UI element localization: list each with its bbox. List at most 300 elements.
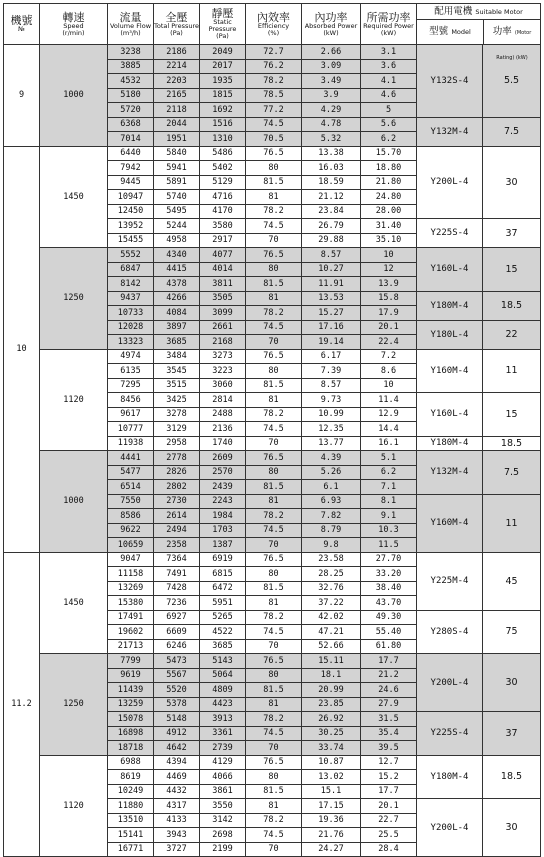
required-power-cell: 8.6: [361, 364, 417, 379]
motor-model-cell: Y225S-4: [417, 712, 483, 756]
total-pressure-cell: 4317: [154, 799, 200, 814]
required-power-cell: 10: [361, 378, 417, 393]
motor-model-cell: Y132M-4: [417, 117, 483, 146]
total-pressure-cell: 2730: [154, 494, 200, 509]
absorbed-power-cell: 24.27: [302, 842, 361, 857]
static-pressure-cell: 2917: [200, 233, 246, 248]
absorbed-power-cell: 21.76: [302, 828, 361, 843]
absorbed-power-cell: 26.92: [302, 712, 361, 727]
flow-cell: 13510: [108, 813, 154, 828]
flow-cell: 11439: [108, 683, 154, 698]
required-power-cell: 12.9: [361, 407, 417, 422]
required-power-cell: 12.7: [361, 755, 417, 770]
flow-cell: 6514: [108, 480, 154, 495]
flow-cell: 7014: [108, 132, 154, 147]
header-motor-power: 功率 (Motor Rating) (kW): [492, 26, 532, 61]
motor-power-cell: 37: [483, 712, 541, 756]
required-power-cell: 35.10: [361, 233, 417, 248]
static-pressure-cell: 3913: [200, 712, 246, 727]
static-pressure-cell: 2243: [200, 494, 246, 509]
absorbed-power-cell: 3.49: [302, 74, 361, 89]
required-power-cell: 15.2: [361, 770, 417, 785]
machine-number-cell: 11.2: [4, 552, 40, 857]
flow-cell: 7295: [108, 378, 154, 393]
flow-cell: 10777: [108, 422, 154, 437]
efficiency-cell: 74.5: [246, 117, 302, 132]
static-pressure-cell: 4522: [200, 625, 246, 640]
absorbed-power-cell: 16.03: [302, 161, 361, 176]
static-pressure-cell: 3060: [200, 378, 246, 393]
efficiency-cell: 76.2: [246, 59, 302, 74]
total-pressure-cell: 2118: [154, 103, 200, 118]
flow-cell: 8619: [108, 770, 154, 785]
required-power-cell: 4.6: [361, 88, 417, 103]
absorbed-power-cell: 23.58: [302, 552, 361, 567]
required-power-cell: 13.9: [361, 277, 417, 292]
total-pressure-cell: 4340: [154, 248, 200, 263]
total-pressure-cell: 2802: [154, 480, 200, 495]
required-power-cell: 16.1: [361, 436, 417, 451]
total-pressure-cell: 5941: [154, 161, 200, 176]
flow-cell: 8142: [108, 277, 154, 292]
motor-model-cell: Y280S-4: [417, 610, 483, 654]
efficiency-cell: 81: [246, 291, 302, 306]
absorbed-power-cell: 7.39: [302, 364, 361, 379]
absorbed-power-cell: 2.66: [302, 45, 361, 60]
flow-cell: 18718: [108, 741, 154, 756]
total-pressure-cell: 5840: [154, 146, 200, 161]
efficiency-cell: 81.5: [246, 175, 302, 190]
motor-power-cell: 75: [483, 610, 541, 654]
required-power-cell: 7.1: [361, 480, 417, 495]
total-pressure-cell: 2614: [154, 509, 200, 524]
total-pressure-cell: 2214: [154, 59, 200, 74]
efficiency-cell: 80: [246, 262, 302, 277]
total-pressure-cell: 7236: [154, 596, 200, 611]
efficiency-cell: 74.5: [246, 219, 302, 234]
required-power-cell: 31.40: [361, 219, 417, 234]
efficiency-cell: 70: [246, 436, 302, 451]
flow-cell: 4532: [108, 74, 154, 89]
total-pressure-cell: 2826: [154, 465, 200, 480]
motor-power-cell: 30: [483, 654, 541, 712]
motor-power-cell: 7.5: [483, 451, 541, 495]
total-pressure-cell: 7428: [154, 581, 200, 596]
required-power-cell: 9.1: [361, 509, 417, 524]
absorbed-power-cell: 8.57: [302, 248, 361, 263]
flow-cell: 5552: [108, 248, 154, 263]
static-pressure-cell: 3811: [200, 277, 246, 292]
absorbed-power-cell: 13.77: [302, 436, 361, 451]
efficiency-cell: 74.5: [246, 828, 302, 843]
static-pressure-cell: 2739: [200, 741, 246, 756]
speed-cell: 1000: [40, 451, 108, 553]
required-power-cell: 39.5: [361, 741, 417, 756]
absorbed-power-cell: 6.1: [302, 480, 361, 495]
table-row: [4, 755, 541, 770]
static-pressure-cell: 1387: [200, 538, 246, 553]
total-pressure-cell: 5148: [154, 712, 200, 727]
absorbed-power-cell: 28.25: [302, 567, 361, 582]
efficiency-cell: 70: [246, 538, 302, 553]
total-pressure-cell: 3278: [154, 407, 200, 422]
required-power-cell: 17.7: [361, 784, 417, 799]
total-pressure-cell: 5567: [154, 668, 200, 683]
motor-power-cell: 30: [483, 799, 541, 857]
speed-cell: 1250: [40, 248, 108, 350]
absorbed-power-cell: 17.15: [302, 799, 361, 814]
flow-cell: 9622: [108, 523, 154, 538]
static-pressure-cell: 3505: [200, 291, 246, 306]
static-pressure-cell: 3273: [200, 349, 246, 364]
absorbed-power-cell: 13.38: [302, 146, 361, 161]
flow-cell: 8586: [108, 509, 154, 524]
flow-cell: 6988: [108, 755, 154, 770]
required-power-cell: 31.5: [361, 712, 417, 727]
required-power-cell: 20.1: [361, 320, 417, 335]
static-pressure-cell: 2199: [200, 842, 246, 857]
required-power-cell: 55.40: [361, 625, 417, 640]
speed-cell: 1450: [40, 552, 108, 654]
static-pressure-cell: 2439: [200, 480, 246, 495]
static-pressure-cell: 3223: [200, 364, 246, 379]
required-power-cell: 28.4: [361, 842, 417, 857]
absorbed-power-cell: 33.74: [302, 741, 361, 756]
flow-cell: 15141: [108, 828, 154, 843]
flow-cell: 10249: [108, 784, 154, 799]
required-power-cell: 10.3: [361, 523, 417, 538]
motor-model-cell: Y200L-4: [417, 146, 483, 219]
flow-cell: 9445: [108, 175, 154, 190]
efficiency-cell: 74.5: [246, 523, 302, 538]
required-power-cell: 61.80: [361, 639, 417, 654]
efficiency-cell: 70: [246, 335, 302, 350]
flow-cell: 13259: [108, 697, 154, 712]
required-power-cell: 10: [361, 248, 417, 263]
efficiency-cell: 78.2: [246, 610, 302, 625]
flow-cell: 6135: [108, 364, 154, 379]
efficiency-cell: 81: [246, 393, 302, 408]
table-row: [4, 451, 541, 466]
header-volume-flow: 流量 Volume Flow (m³/h): [108, 4, 154, 45]
efficiency-cell: 70: [246, 639, 302, 654]
efficiency-cell: 74.5: [246, 320, 302, 335]
absorbed-power-cell: 12.35: [302, 422, 361, 437]
motor-model-cell: Y160L-4: [417, 248, 483, 292]
static-pressure-cell: 3361: [200, 726, 246, 741]
required-power-cell: 35.4: [361, 726, 417, 741]
absorbed-power-cell: 3.09: [302, 59, 361, 74]
efficiency-cell: 78.2: [246, 509, 302, 524]
absorbed-power-cell: 5.32: [302, 132, 361, 147]
header-absorbed-power: 內功率 Absorbed Power (kW): [302, 4, 361, 45]
motor-power-cell: 18.5: [483, 291, 541, 320]
required-power-cell: 17.7: [361, 654, 417, 669]
efficiency-cell: 76.5: [246, 146, 302, 161]
efficiency-cell: 76.5: [246, 248, 302, 263]
motor-model-cell: Y180M-4: [417, 436, 483, 451]
efficiency-cell: 78.5: [246, 88, 302, 103]
total-pressure-cell: 7364: [154, 552, 200, 567]
efficiency-cell: 74.5: [246, 726, 302, 741]
efficiency-cell: 78.2: [246, 74, 302, 89]
table-row: [4, 248, 541, 263]
static-pressure-cell: 4716: [200, 190, 246, 205]
total-pressure-cell: 5520: [154, 683, 200, 698]
static-pressure-cell: 1935: [200, 74, 246, 89]
motor-model-cell: Y225M-4: [417, 552, 483, 610]
absorbed-power-cell: 32.76: [302, 581, 361, 596]
static-pressure-cell: 3861: [200, 784, 246, 799]
header-motor-model: 型號 Model: [417, 20, 484, 44]
static-pressure-cell: 1703: [200, 523, 246, 538]
static-pressure-cell: 5143: [200, 654, 246, 669]
total-pressure-cell: 4432: [154, 784, 200, 799]
machine-number-cell: 10: [4, 146, 40, 552]
absorbed-power-cell: 10.87: [302, 755, 361, 770]
required-power-cell: 27.9: [361, 697, 417, 712]
static-pressure-cell: 2049: [200, 45, 246, 60]
absorbed-power-cell: 13.02: [302, 770, 361, 785]
motor-model-cell: Y200L-4: [417, 799, 483, 857]
flow-cell: 12028: [108, 320, 154, 335]
required-power-cell: 38.40: [361, 581, 417, 596]
total-pressure-cell: 5891: [154, 175, 200, 190]
efficiency-cell: 80: [246, 161, 302, 176]
absorbed-power-cell: 37.22: [302, 596, 361, 611]
total-pressure-cell: 4415: [154, 262, 200, 277]
speed-cell: 1450: [40, 146, 108, 248]
motor-power-cell: 45: [483, 552, 541, 610]
static-pressure-cell: 5402: [200, 161, 246, 176]
total-pressure-cell: 3515: [154, 378, 200, 393]
efficiency-cell: 76.5: [246, 654, 302, 669]
table-row: [4, 45, 541, 60]
absorbed-power-cell: 4.78: [302, 117, 361, 132]
static-pressure-cell: 2017: [200, 59, 246, 74]
static-pressure-cell: 2814: [200, 393, 246, 408]
total-pressure-cell: 4958: [154, 233, 200, 248]
total-pressure-cell: 5473: [154, 654, 200, 669]
header-efficiency: 內效率 Efficiency (%): [246, 4, 302, 45]
absorbed-power-cell: 47.21: [302, 625, 361, 640]
static-pressure-cell: 5064: [200, 668, 246, 683]
efficiency-cell: 81.5: [246, 378, 302, 393]
static-pressure-cell: 3142: [200, 813, 246, 828]
static-pressure-cell: 4077: [200, 248, 246, 263]
motor-power-cell: 18.5: [483, 755, 541, 799]
absorbed-power-cell: 30.25: [302, 726, 361, 741]
flow-cell: 7942: [108, 161, 154, 176]
flow-cell: 15455: [108, 233, 154, 248]
total-pressure-cell: 3897: [154, 320, 200, 335]
required-power-cell: 25.5: [361, 828, 417, 843]
absorbed-power-cell: 10.99: [302, 407, 361, 422]
static-pressure-cell: 3685: [200, 639, 246, 654]
total-pressure-cell: 3685: [154, 335, 200, 350]
motor-model-cell: Y132S-4: [417, 45, 483, 118]
efficiency-cell: 70: [246, 741, 302, 756]
total-pressure-cell: 3425: [154, 393, 200, 408]
absorbed-power-cell: 8.57: [302, 378, 361, 393]
static-pressure-cell: 2661: [200, 320, 246, 335]
required-power-cell: 43.70: [361, 596, 417, 611]
required-power-cell: 15.70: [361, 146, 417, 161]
total-pressure-cell: 2494: [154, 523, 200, 538]
static-pressure-cell: 4129: [200, 755, 246, 770]
absorbed-power-cell: 15.27: [302, 306, 361, 321]
static-pressure-cell: 2609: [200, 451, 246, 466]
total-pressure-cell: 4133: [154, 813, 200, 828]
total-pressure-cell: 3727: [154, 842, 200, 857]
absorbed-power-cell: 23.84: [302, 204, 361, 219]
flow-cell: 10733: [108, 306, 154, 321]
total-pressure-cell: 6927: [154, 610, 200, 625]
total-pressure-cell: 2358: [154, 538, 200, 553]
static-pressure-cell: 5951: [200, 596, 246, 611]
table-row: [4, 552, 541, 567]
efficiency-cell: 70: [246, 842, 302, 857]
static-pressure-cell: 1692: [200, 103, 246, 118]
static-pressure-cell: 5129: [200, 175, 246, 190]
efficiency-cell: 78.2: [246, 407, 302, 422]
flow-cell: 3238: [108, 45, 154, 60]
static-pressure-cell: 2698: [200, 828, 246, 843]
total-pressure-cell: 5495: [154, 204, 200, 219]
absorbed-power-cell: 4.29: [302, 103, 361, 118]
static-pressure-cell: 4014: [200, 262, 246, 277]
efficiency-cell: 80: [246, 668, 302, 683]
flow-cell: 9437: [108, 291, 154, 306]
flow-cell: 10947: [108, 190, 154, 205]
absorbed-power-cell: 19.14: [302, 335, 361, 350]
required-power-cell: 5.6: [361, 117, 417, 132]
flow-cell: 12450: [108, 204, 154, 219]
efficiency-cell: 80: [246, 770, 302, 785]
flow-cell: 6440: [108, 146, 154, 161]
absorbed-power-cell: 6.93: [302, 494, 361, 509]
flow-cell: 6368: [108, 117, 154, 132]
required-power-cell: 27.70: [361, 552, 417, 567]
header-required-power: 所需功率 Required Power (kW): [361, 4, 417, 45]
required-power-cell: 49.30: [361, 610, 417, 625]
efficiency-cell: 81.5: [246, 277, 302, 292]
required-power-cell: 3.6: [361, 59, 417, 74]
required-power-cell: 24.80: [361, 190, 417, 205]
absorbed-power-cell: 21.12: [302, 190, 361, 205]
flow-cell: 11158: [108, 567, 154, 582]
flow-cell: 16771: [108, 842, 154, 857]
motor-model-cell: Y180M-4: [417, 755, 483, 799]
total-pressure-cell: 5740: [154, 190, 200, 205]
absorbed-power-cell: 13.53: [302, 291, 361, 306]
flow-cell: 5720: [108, 103, 154, 118]
total-pressure-cell: 5244: [154, 219, 200, 234]
flow-cell: 13323: [108, 335, 154, 350]
static-pressure-cell: 2570: [200, 465, 246, 480]
total-pressure-cell: 4378: [154, 277, 200, 292]
total-pressure-cell: 2044: [154, 117, 200, 132]
required-power-cell: 11.4: [361, 393, 417, 408]
required-power-cell: 33.20: [361, 567, 417, 582]
absorbed-power-cell: 29.88: [302, 233, 361, 248]
motor-model-cell: Y160M-4: [417, 494, 483, 552]
flow-cell: 11938: [108, 436, 154, 451]
flow-cell: 13269: [108, 581, 154, 596]
required-power-cell: 22.7: [361, 813, 417, 828]
speed-cell: 1000: [40, 45, 108, 147]
efficiency-cell: 72.7: [246, 45, 302, 60]
absorbed-power-cell: 15.11: [302, 654, 361, 669]
absorbed-power-cell: 52.66: [302, 639, 361, 654]
static-pressure-cell: 1516: [200, 117, 246, 132]
motor-power-cell: 22: [483, 320, 541, 349]
static-pressure-cell: 3550: [200, 799, 246, 814]
efficiency-cell: 70.5: [246, 132, 302, 147]
absorbed-power-cell: 5.26: [302, 465, 361, 480]
static-pressure-cell: 4170: [200, 204, 246, 219]
required-power-cell: 6.2: [361, 465, 417, 480]
header-speed: 轉速 Speed (r/min): [40, 4, 108, 45]
efficiency-cell: 81: [246, 596, 302, 611]
absorbed-power-cell: 15.1: [302, 784, 361, 799]
flow-cell: 10659: [108, 538, 154, 553]
flow-cell: 15380: [108, 596, 154, 611]
total-pressure-cell: 4642: [154, 741, 200, 756]
flow-cell: 9619: [108, 668, 154, 683]
static-pressure-cell: 5265: [200, 610, 246, 625]
motor-power-cell: 18.5: [483, 436, 541, 451]
motor-model-cell: Y180M-4: [417, 291, 483, 320]
absorbed-power-cell: 42.02: [302, 610, 361, 625]
required-power-cell: 14.4: [361, 422, 417, 437]
total-pressure-cell: 2778: [154, 451, 200, 466]
required-power-cell: 21.80: [361, 175, 417, 190]
efficiency-cell: 81.5: [246, 480, 302, 495]
flow-cell: 6847: [108, 262, 154, 277]
flow-cell: 7550: [108, 494, 154, 509]
efficiency-cell: 78.2: [246, 204, 302, 219]
flow-cell: 21713: [108, 639, 154, 654]
required-power-cell: 28.00: [361, 204, 417, 219]
header-total-pressure: 全壓 Total Pressure (Pa): [154, 4, 200, 45]
motor-power-cell: 15: [483, 393, 541, 437]
table-row: [4, 349, 541, 364]
required-power-cell: 18.80: [361, 161, 417, 176]
efficiency-cell: 70: [246, 233, 302, 248]
required-power-cell: 12: [361, 262, 417, 277]
header-suitable-motor: 配用電機 Suitable Motor 型號 Model 功率 (Motor Rating) (kW): [417, 4, 541, 45]
motor-power-cell: 37: [483, 219, 541, 248]
efficiency-cell: 76.5: [246, 451, 302, 466]
absorbed-power-cell: 4.39: [302, 451, 361, 466]
static-pressure-cell: 2136: [200, 422, 246, 437]
required-power-cell: 17.9: [361, 306, 417, 321]
motor-power-cell: 30: [483, 146, 541, 219]
efficiency-cell: 77.2: [246, 103, 302, 118]
efficiency-cell: 74.5: [246, 625, 302, 640]
absorbed-power-cell: 7.82: [302, 509, 361, 524]
efficiency-cell: 81.5: [246, 581, 302, 596]
motor-model-cell: Y225S-4: [417, 219, 483, 248]
total-pressure-cell: 2165: [154, 88, 200, 103]
total-pressure-cell: 4469: [154, 770, 200, 785]
total-pressure-cell: 5378: [154, 697, 200, 712]
total-pressure-cell: 1951: [154, 132, 200, 147]
absorbed-power-cell: 18.59: [302, 175, 361, 190]
table-row: [4, 146, 541, 161]
speed-cell: 1250: [40, 654, 108, 756]
